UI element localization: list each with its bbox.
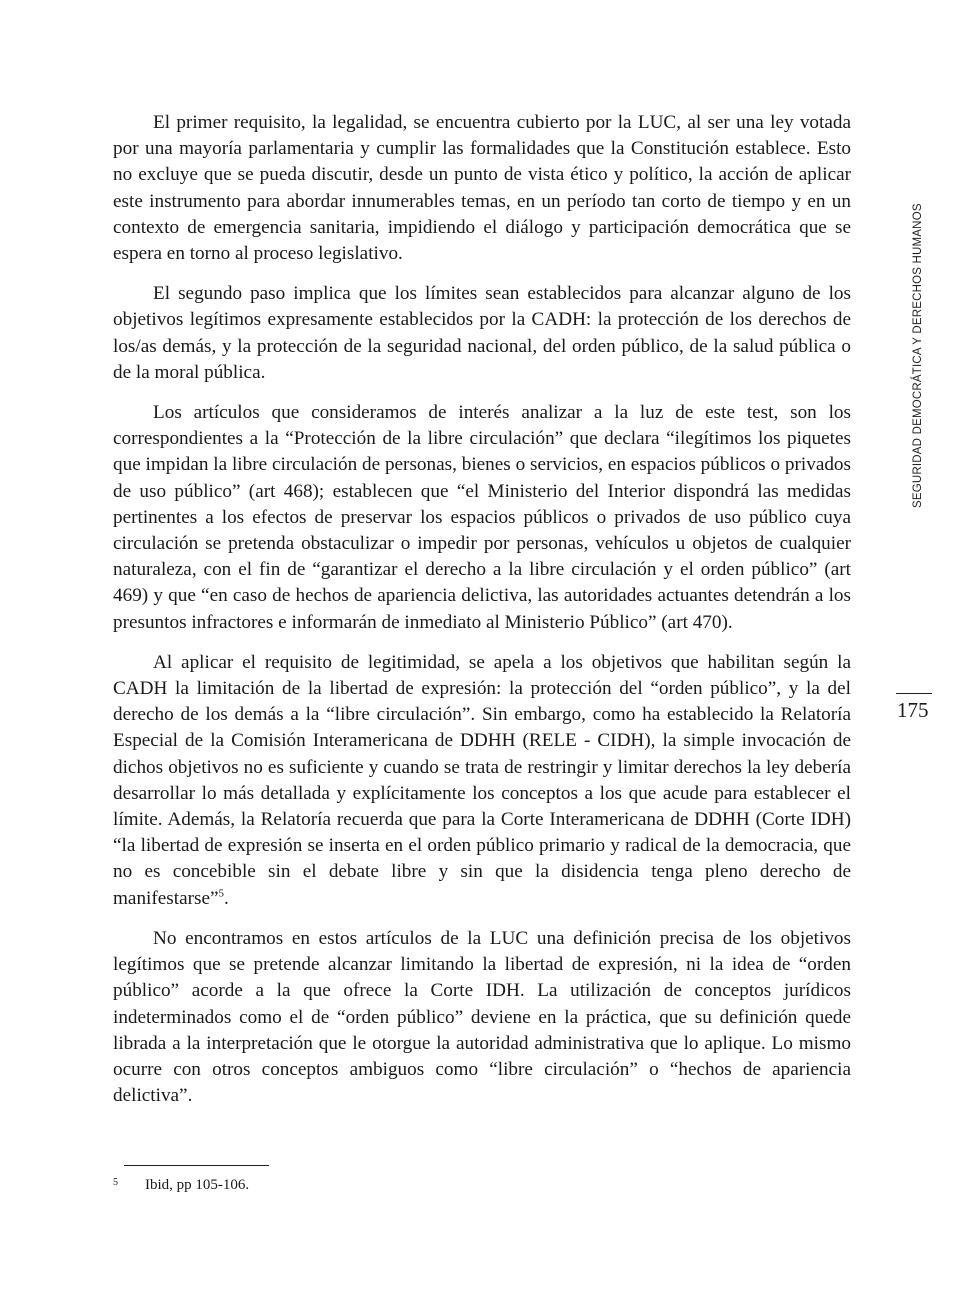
body-text xyxy=(113,110,851,1123)
running-head: SEGURIDAD DEMOCRÁTICA Y DERECHOS HUMANOS xyxy=(912,203,924,508)
paragraph-end: . xyxy=(223,887,229,909)
paragraph xyxy=(113,650,851,912)
footnote-number: 5 xyxy=(113,1177,118,1188)
footnote-reference: 5 xyxy=(218,887,224,900)
footnote-text: Ibid, pp 105-106. xyxy=(145,1177,250,1193)
paragraph: El primer requisito, la legalidad, se encuentra cubierto por la LUC, al ser una ley votada por una mayoría parlamentaria y cumplir las formalidades que la Constitución establece. Esto no excluye que se pueda discutir, desde un punto de vista ético y político, la acción de aplicar este instrumento para abordar innumerables temas, en un período tan corto de tiempo y en un contexto de emergencia sanitaria, impidiendo el diálogo y participación democrática que se espera en torno al proceso legislativo. xyxy=(113,112,851,265)
page-number-rule xyxy=(896,693,932,694)
paragraph: No encontramos en estos artículos de la LUC una definición precisa de los objetivos legítimos que se pretende alcanzar limitando la libertad de expresión, ni la idea de “orden público” acorde a la que ofrece la Corte IDH. La utilización de conceptos jurídicos indeterminados como el de “orden público” deviene en la práctica, que su definición quede librada a la interpretación que le otorgue la autoridad administrativa que lo aplique. Lo mismo ocurre con otros conceptos ambiguos como “libre circulación” o “hechos de apariencia delictiva”. xyxy=(113,927,851,1107)
page-number: 175 xyxy=(897,698,929,722)
paragraph: El segundo paso implica que los límites sean establecidos para alcanzar alguno de los objetivos legítimos expresamente establecidos por la CADH: la protección de los derechos de los/as demás, y la protección de la seguridad nacional, del orden público, de la salud pública o de la moral pública. xyxy=(113,283,851,383)
paragraph: Los artículos que consideramos de interés analizar a la luz de este test, son los correspondientes a la “Protección de la libre circulación” que declara “ilegítimos los piquetes que impidan la libre circulación de personas, bienes o servicios, en espacios públicos o privados de uso público” (art 468); establecen que “el Ministerio del Interior dispondrá las medidas pertinentes a los efectos de preservar los espacios públicos o privados de uso público cuya circulación se pretenda obstaculizar o impedir por personas, vehículos u objetos de cualquier naturaleza, con el fin de “garantizar el derecho a la libre circulación y el orden público” (art 469) y que “en caso de hechos de apariencia delictiva, las autoridades actuantes detendrán a los presuntos infractores e informarán de inmediato al Ministerio Público” (art 470). xyxy=(113,402,851,633)
paragraph-text: Al aplicar el requisito de legitimidad, se apela a los objetivos que habilitan según la CADH la limitación de la libertad de expresión: la protección del “orden público”, y la del derecho de los demás a la “libre circulación”. Sin embargo, como ha establecido la Relatoría Especial de la Comisión Interamericana de DDHH (RELE - CIDH), la simple invocación de dichos objetivos no es suficiente y cuando se trata de restringir y limitar derechos la ley debería desarrollar lo más detallada y explícitamente los conceptos a los que acude para establecer el límite. Además, la Relatoría recuerda que para la Corte Interamericana de DDHH (Corte IDH) “la libertad de expresión se inserta en el orden público primario y radical de la democracia, que no es concebible sin el debate libre y sin que la disidencia tenga pleno derecho de manifestarse” xyxy=(113,651,851,909)
footnote xyxy=(113,1177,250,1194)
footnote-rule xyxy=(124,1165,269,1166)
